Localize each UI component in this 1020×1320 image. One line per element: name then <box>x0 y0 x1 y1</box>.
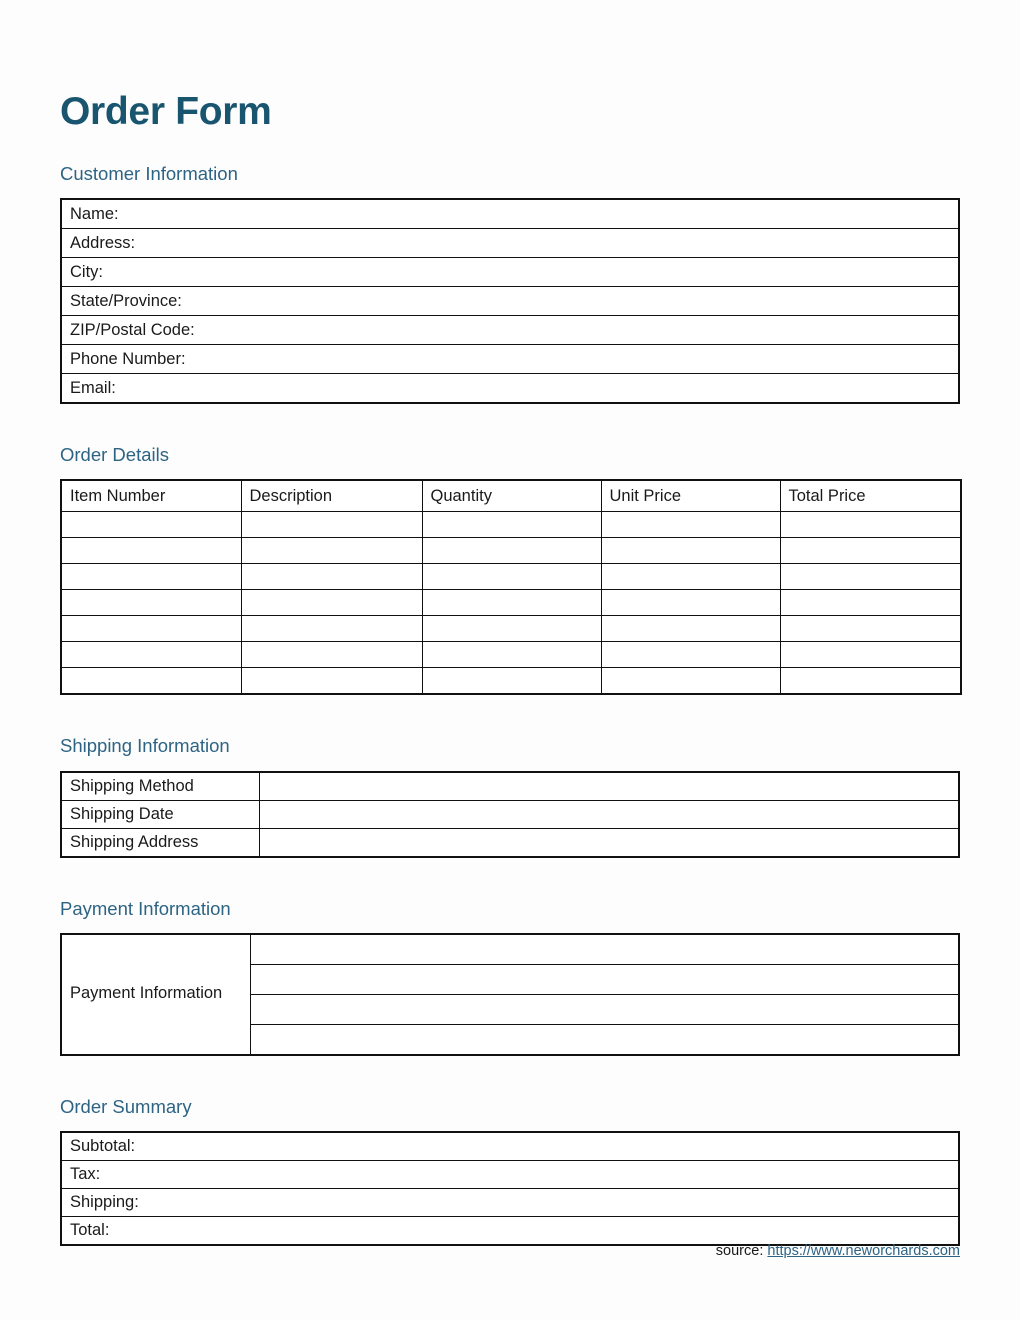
table-row <box>61 374 959 404</box>
order-details-input-cell[interactable] <box>422 512 601 538</box>
customer-field-address[interactable]: Address: <box>61 229 959 258</box>
table-row <box>61 512 961 538</box>
table-row <box>61 642 961 668</box>
order-details-input-cell[interactable] <box>780 564 961 590</box>
source-label: source: <box>715 1243 768 1259</box>
section-heading-shipping-information: Shipping Information <box>60 735 230 757</box>
payment-information-table <box>60 933 960 1056</box>
table-row <box>61 229 959 258</box>
order-details-input-cell[interactable] <box>241 512 422 538</box>
customer-field-name[interactable]: Name: <box>61 199 959 229</box>
order-details-input-cell[interactable] <box>241 668 422 695</box>
shipping-label-shipping-address: Shipping Address <box>61 828 260 857</box>
payment-information-label: Payment Information <box>61 934 251 1055</box>
table-row <box>61 800 959 828</box>
shipping-label-shipping-method: Shipping Method <box>61 772 260 801</box>
column-header-total-price: Total Price <box>780 480 961 512</box>
shipping-label-shipping-date: Shipping Date <box>61 800 260 828</box>
table-row <box>61 934 959 965</box>
order-details-input-cell[interactable] <box>61 668 241 695</box>
shipping-value-shipping-address[interactable] <box>260 828 960 857</box>
order-details-input-cell[interactable] <box>601 538 780 564</box>
customer-field-zip-postal-code[interactable]: ZIP/Postal Code: <box>61 316 959 345</box>
section-heading-order-summary: Order Summary <box>60 1095 192 1117</box>
table-row <box>61 345 959 374</box>
shipping-value-shipping-date[interactable] <box>260 800 960 828</box>
order-details-input-cell[interactable] <box>241 538 422 564</box>
source-footer <box>60 1243 960 1259</box>
order-summary-table <box>60 1131 960 1246</box>
order-details-input-cell[interactable] <box>601 590 780 616</box>
order-details-input-cell[interactable] <box>601 564 780 590</box>
table-row <box>61 1216 959 1245</box>
shipping-value-shipping-method[interactable] <box>260 772 960 801</box>
table-row <box>61 828 959 857</box>
column-header-unit-price: Unit Price <box>601 480 780 512</box>
table-row <box>61 1188 959 1216</box>
order-details-input-cell[interactable] <box>61 512 241 538</box>
order-details-input-cell[interactable] <box>422 538 601 564</box>
order-details-input-cell[interactable] <box>61 564 241 590</box>
summary-field-total[interactable]: Total: <box>61 1216 959 1245</box>
customer-field-phone-number[interactable]: Phone Number: <box>61 345 959 374</box>
order-details-input-cell[interactable] <box>601 642 780 668</box>
order-details-input-cell[interactable] <box>241 616 422 642</box>
table-row <box>61 316 959 345</box>
order-details-body <box>61 512 961 695</box>
order-details-input-cell[interactable] <box>422 642 601 668</box>
customer-information-table <box>60 198 960 404</box>
summary-field-subtotal[interactable]: Subtotal: <box>61 1132 959 1161</box>
payment-input-cell[interactable] <box>251 994 960 1024</box>
table-row <box>61 590 961 616</box>
order-details-table <box>60 479 962 695</box>
payment-input-cell[interactable] <box>251 1024 960 1055</box>
order-details-input-cell[interactable] <box>780 538 961 564</box>
customer-field-state-province[interactable]: State/Province: <box>61 287 959 316</box>
column-header-description: Description <box>241 480 422 512</box>
page-title: Order Form <box>60 90 272 133</box>
table-row <box>61 287 959 316</box>
table-row <box>61 668 961 695</box>
table-row <box>61 1160 959 1188</box>
order-details-input-cell[interactable] <box>422 668 601 695</box>
order-details-input-cell[interactable] <box>601 668 780 695</box>
column-header-quantity: Quantity <box>422 480 601 512</box>
order-details-input-cell[interactable] <box>601 616 780 642</box>
source-link[interactable]: https://www.neworchards.com <box>767 1243 960 1259</box>
order-details-input-cell[interactable] <box>780 642 961 668</box>
section-heading-customer-information: Customer Information <box>60 162 238 184</box>
table-header-row <box>61 480 961 512</box>
table-row <box>61 616 961 642</box>
section-heading-payment-information: Payment Information <box>60 897 231 919</box>
customer-field-city[interactable]: City: <box>61 258 959 287</box>
summary-field-tax[interactable]: Tax: <box>61 1160 959 1188</box>
summary-field-shipping[interactable]: Shipping: <box>61 1188 959 1216</box>
table-row <box>61 258 959 287</box>
order-details-input-cell[interactable] <box>780 590 961 616</box>
payment-input-cell[interactable] <box>251 964 960 994</box>
order-details-input-cell[interactable] <box>780 512 961 538</box>
payment-input-cell[interactable] <box>251 934 960 965</box>
table-row <box>61 772 959 801</box>
order-details-input-cell[interactable] <box>61 642 241 668</box>
table-row <box>61 199 959 229</box>
order-details-input-cell[interactable] <box>780 668 961 695</box>
order-details-input-cell[interactable] <box>422 616 601 642</box>
payment-information-body <box>61 934 959 1055</box>
order-details-input-cell[interactable] <box>601 512 780 538</box>
order-details-input-cell[interactable] <box>241 564 422 590</box>
order-details-input-cell[interactable] <box>422 590 601 616</box>
table-row <box>61 1132 959 1161</box>
customer-field-email[interactable]: Email: <box>61 374 959 404</box>
order-details-input-cell[interactable] <box>241 642 422 668</box>
order-details-input-cell[interactable] <box>61 590 241 616</box>
column-header-item-number: Item Number <box>61 480 241 512</box>
order-details-input-cell[interactable] <box>241 590 422 616</box>
order-details-input-cell[interactable] <box>780 616 961 642</box>
shipping-information-table <box>60 771 960 858</box>
table-row <box>61 564 961 590</box>
section-heading-order-details: Order Details <box>60 444 169 466</box>
order-details-input-cell[interactable] <box>422 564 601 590</box>
order-details-input-cell[interactable] <box>61 538 241 564</box>
order-details-input-cell[interactable] <box>61 616 241 642</box>
table-row <box>61 538 961 564</box>
